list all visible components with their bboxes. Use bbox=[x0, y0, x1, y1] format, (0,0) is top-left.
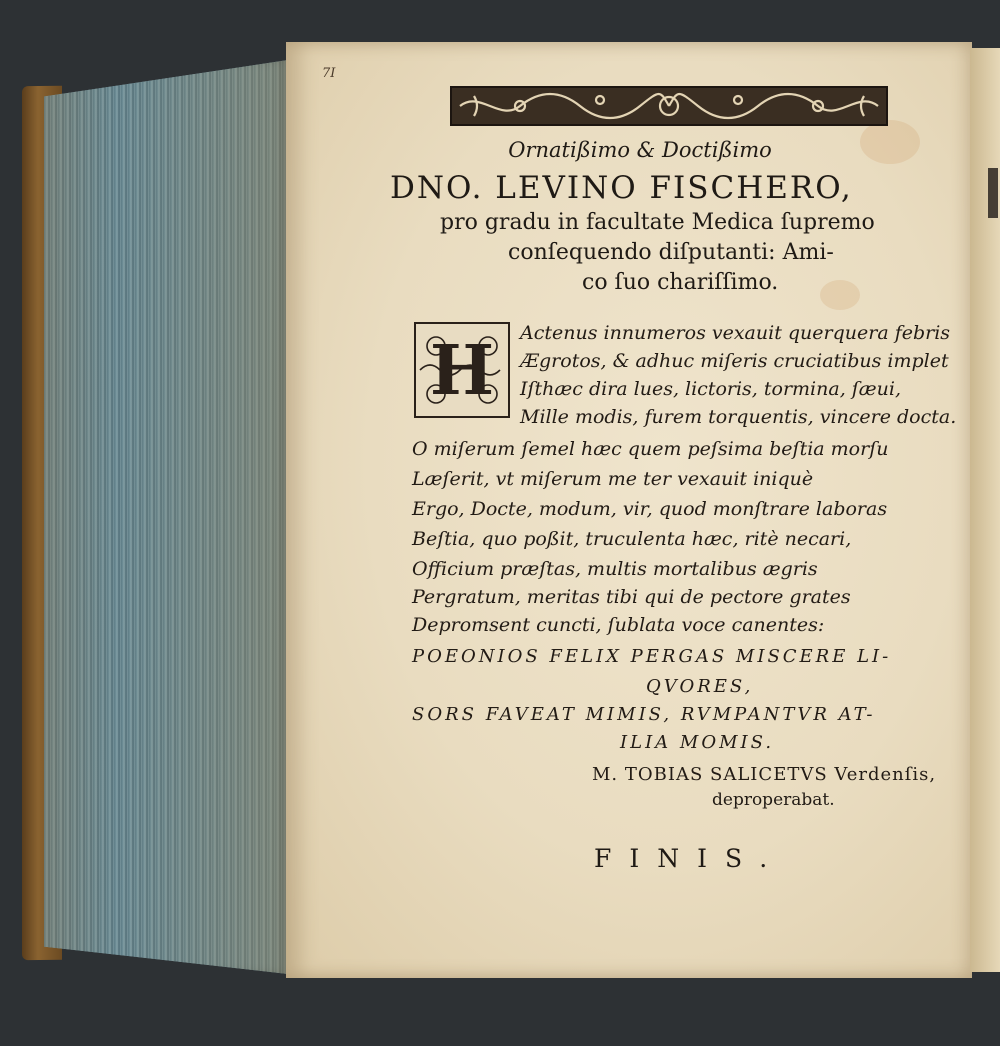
dedication-line-3: pro gradu in facultate Medica ſupremo bbox=[440, 210, 875, 235]
verse-line: O miſerum ſemel hæc quem peſsima beſtia morſu bbox=[412, 438, 889, 460]
facing-page-letter-fragment bbox=[988, 168, 998, 218]
verse-line: Pergratum, meritas tibi qui de pectore grates bbox=[412, 586, 851, 608]
closing-line: SORS FAVEAT MIMIS, RVMPANTVR AT- bbox=[412, 704, 876, 725]
dedication-line-5: co ſuo chariſſimo. bbox=[582, 270, 779, 295]
verse-line: Officium præſtas, multis mortalibus ægris bbox=[412, 558, 818, 580]
dedication-line-4: conſequendo diſputanti: Ami- bbox=[508, 240, 834, 265]
initial-letter: H bbox=[429, 331, 495, 411]
closing-line: QVORES, bbox=[646, 676, 754, 697]
finis-label: FINIS. bbox=[594, 844, 786, 873]
page-number: 7I bbox=[322, 66, 336, 81]
verse-line: Depromsent cuncti, ſublata voce canentes: bbox=[412, 614, 825, 636]
verse-line: Mille modis, furem torquentis, vincere docta. bbox=[520, 406, 957, 428]
verse-line: Beſtia, quo poßit, truculenta hæc, ritè necari, bbox=[412, 528, 852, 550]
verse-line: Actenus innumeros vexauit querquera febris bbox=[520, 322, 951, 344]
dedication-line-1: Ornatißimo & Doctißimo bbox=[508, 138, 772, 162]
verse-line: Ægrotos, & adhuc miſeris cruciatibus implet bbox=[520, 350, 949, 372]
closing-line: ILIA MOMIS. bbox=[620, 732, 775, 753]
signature-name: M. TOBIAS SALICETVS Verdenſis, bbox=[592, 764, 937, 785]
dedication-recipient: DNO. LEVINO FISCHERO, bbox=[390, 170, 853, 206]
page-edges-tint bbox=[44, 60, 288, 974]
verse-line: Ergo, Docte, modum, vir, quod monſtrare laboras bbox=[412, 498, 888, 520]
verse-line: Iſthæc dira lues, lictoris, tormina, ſæui, bbox=[520, 378, 902, 400]
signature-note: deproperabat. bbox=[712, 790, 835, 810]
headpiece-ornament bbox=[450, 86, 888, 126]
closing-line: POEONIOS FELIX PERGAS MISCERE LI- bbox=[412, 646, 892, 667]
verse-line: Læſerit, vt miſerum me ter vexauit iniquè bbox=[412, 468, 814, 490]
decorated-initial bbox=[414, 322, 510, 418]
